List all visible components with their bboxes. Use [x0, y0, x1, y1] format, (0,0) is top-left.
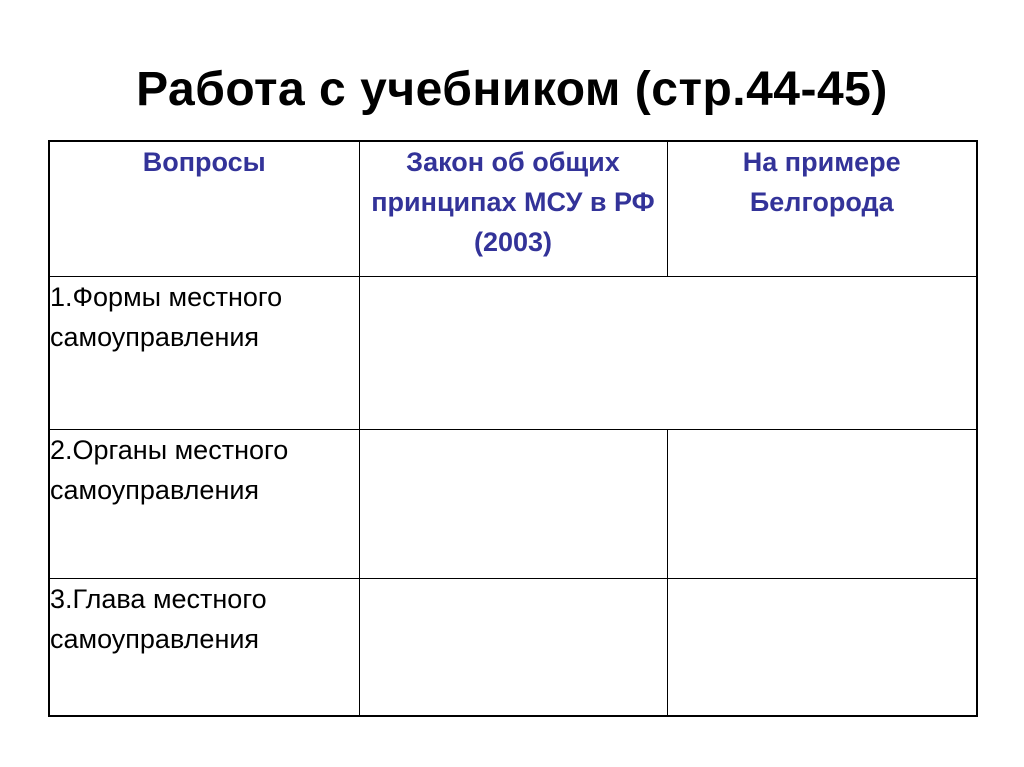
row-question-bodies: 2.Органы местного самоуправления [49, 429, 359, 578]
answer-cell-law [359, 578, 667, 716]
header-questions: Вопросы [49, 141, 359, 276]
worksheet-table [48, 140, 978, 717]
header-law-2003: Закон об общих принципах МСУ в РФ (2003) [359, 141, 667, 276]
row-question-head: 3.Глава местного самоуправления [49, 578, 359, 716]
table-row [49, 276, 977, 429]
slide-title: Работа с учебником (стр.44-45) [136, 63, 888, 116]
table-header-row [49, 141, 977, 276]
header-belgorod-example: На примере Белгорода [667, 141, 977, 276]
answer-cell-law [359, 429, 667, 578]
answer-cell-belgorod [667, 578, 977, 716]
answer-cell-belgorod [667, 429, 977, 578]
table-row [49, 578, 977, 716]
row-question-forms: 1.Формы местного самоуправления [49, 276, 359, 429]
table-row [49, 429, 977, 578]
answer-cell-merged [359, 276, 977, 429]
